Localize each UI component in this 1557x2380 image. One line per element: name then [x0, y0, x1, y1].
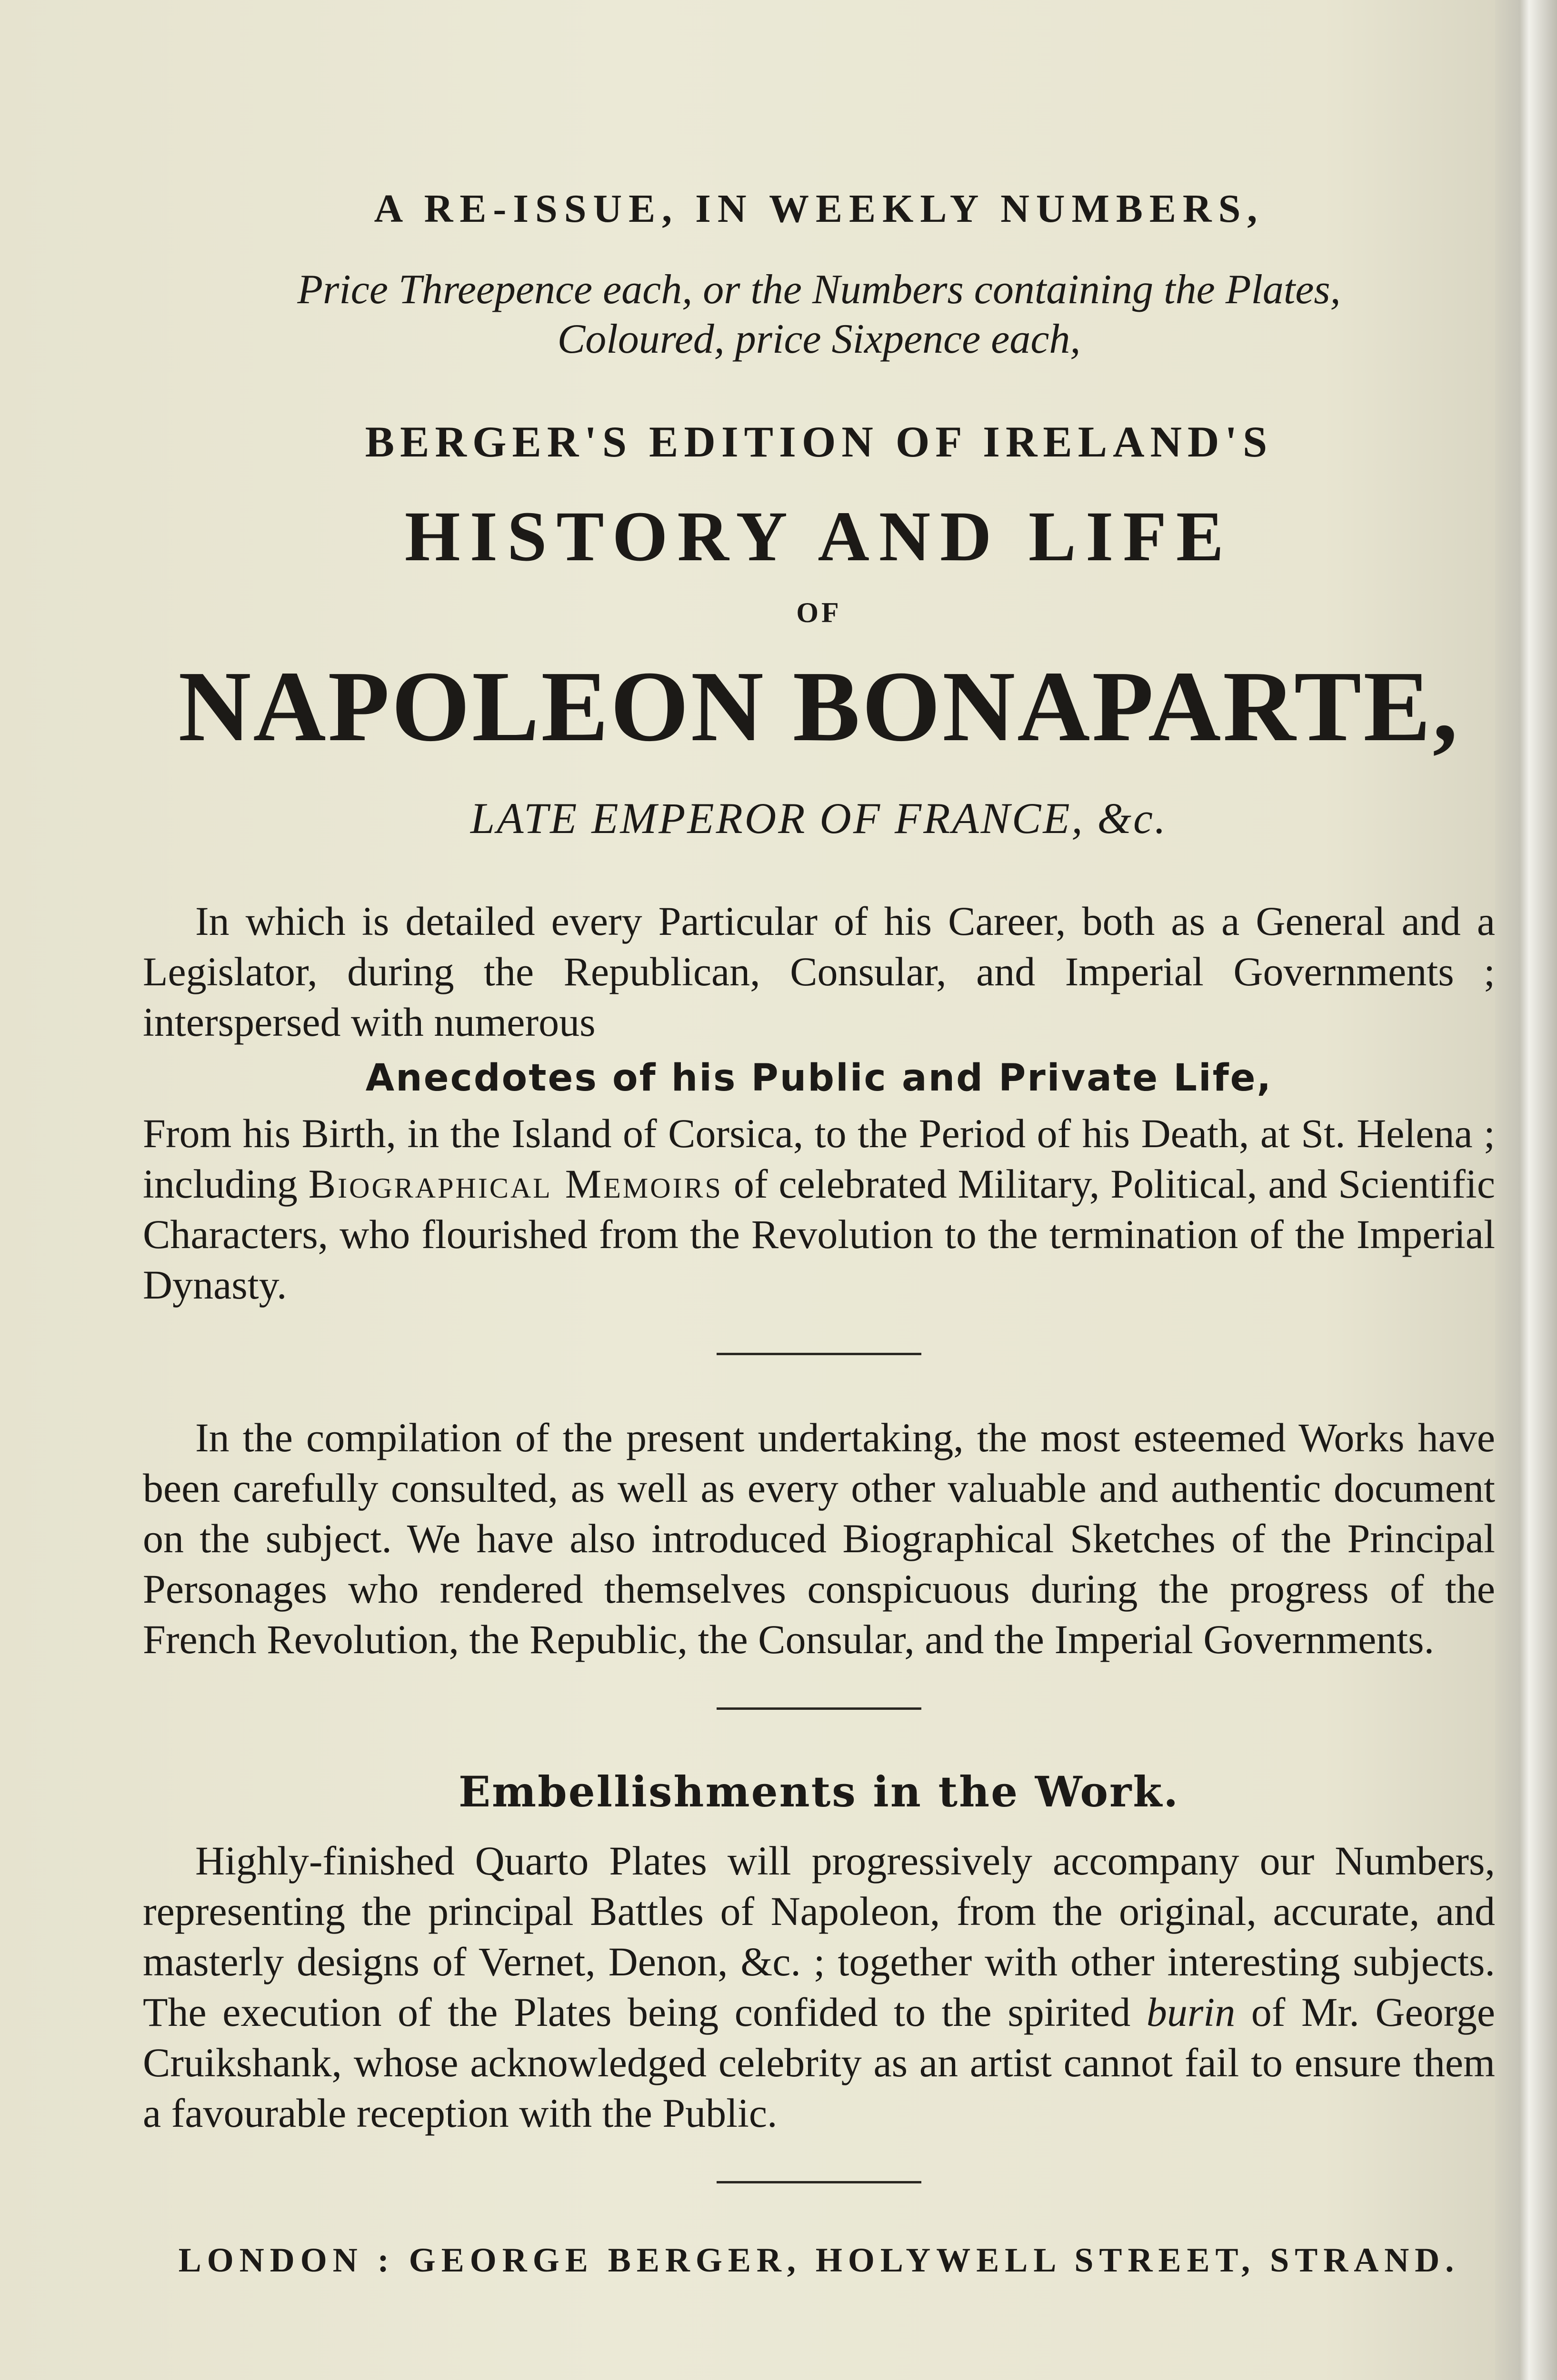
subtitle: LATE EMPEROR OF FRANCE, &c.	[470, 794, 1168, 843]
description-paragraph-2	[143, 1108, 1495, 1310]
divider-rule-1	[717, 1353, 921, 1355]
divider-rule-2	[717, 1707, 921, 1710]
para-2-start: From his Birth, in the Island of Corsica, to the Period of his Death, at St. Helena ; including	[143, 1111, 1495, 1207]
publisher-imprint: LONDON : GEORGE BERGER, HOLYWELL STREET, STRAND.	[178, 2241, 1460, 2279]
reissue-heading: A RE-ISSUE, IN WEEKLY NUMBERS,	[374, 187, 1264, 231]
embellishments-text-start: Highly-finished Quarto Plates will progressively accompany our Numbers, representing the principal Battles of Napoleon, from the original, accurate, and masterly designs of Vernet, Denon, &c. ; together with other interesting subjects. The execution of the Plates being confided to the spirited	[143, 1838, 1495, 2035]
embellishments-text-end: of Mr. George Cruikshank, whose acknowledged celebrity as an artist cannot fail to ensure them a favourable reception with the Public.	[143, 1989, 1495, 2136]
anecdotes-heading: Anecdotes of his Public and Private Life,	[365, 1057, 1273, 1100]
price-line-2: Coloured, price Sixpence each,	[557, 316, 1081, 362]
description-section	[143, 896, 1495, 1310]
page-content	[143, 157, 1495, 2280]
price-line	[143, 265, 1495, 364]
embellishments-text-italic: burin	[1146, 1989, 1236, 2035]
price-line-1: Price Threepence each, or the Numbers containing the Plates,	[297, 267, 1341, 313]
edition-line: BERGER'S EDITION OF IRELAND'S	[365, 417, 1273, 466]
description-paragraph-1: In which is detailed every Particular of his Career, both as a General and a Legislator, during the Republican, Consular, and Imperial Governments ; interspersed with numerous	[143, 898, 1495, 1045]
para-2-end: of celebrated Military, Political, and Scientific Characters, who flourished from the Revolution to the termination of the Imperial Dynasty.	[143, 1161, 1495, 1308]
para-2-smallcaps: Biographical Memoirs	[308, 1161, 723, 1207]
divider-rule-3	[717, 2181, 921, 2183]
embellishments-paragraph	[143, 1835, 1495, 2138]
main-title: NAPOLEON BONAPARTE,	[178, 650, 1460, 762]
of-connector: OF	[796, 597, 842, 628]
page-edge	[1495, 0, 1557, 2380]
embellishments-heading: Embellishments in the Work.	[458, 1767, 1180, 1816]
history-title: HISTORY AND LIFE	[404, 497, 1234, 576]
compilation-paragraph: In the compilation of the present undertaking, the most esteemed Works have been carefully consulted, as well as every other valuable and authentic document on the subject. We have also introduced Biographical Sketches of the Principal Personages who rendered themselves conspicuous during the progress of the French Revolution, the Republic, the Consular, and the Imperial Governments.	[143, 1415, 1495, 1662]
